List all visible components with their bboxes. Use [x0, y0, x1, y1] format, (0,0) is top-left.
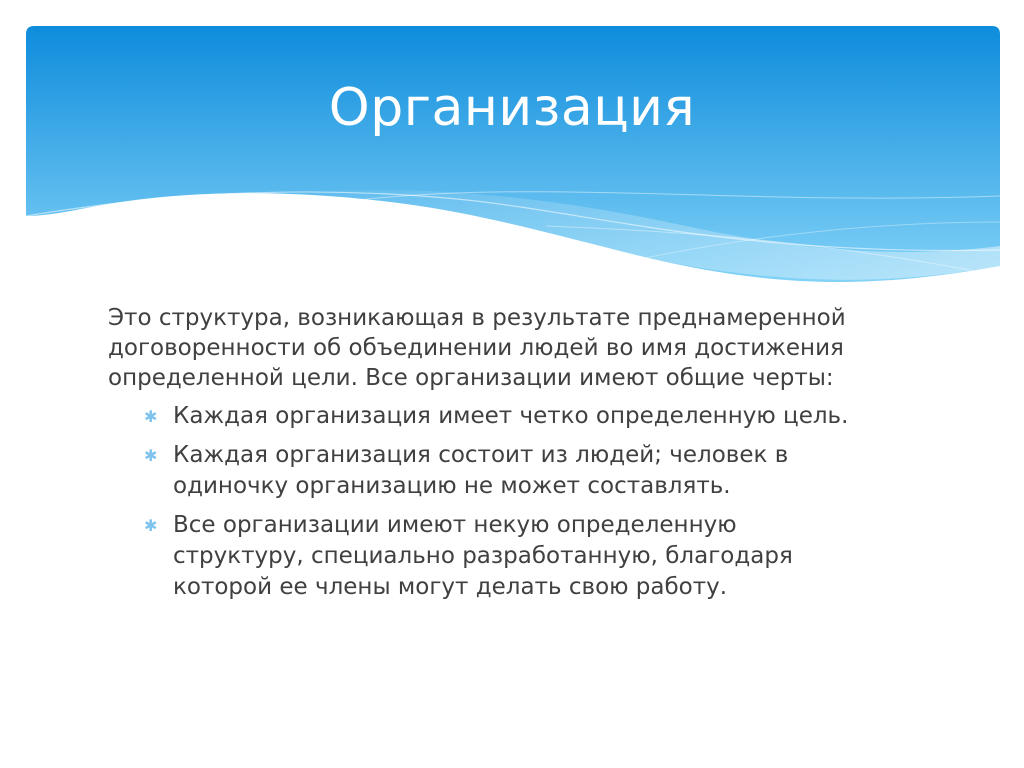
bullet-item: [140, 401, 853, 432]
asterisk-icon: ✱: [144, 446, 158, 465]
slide-body: [108, 303, 928, 611]
intro-paragraph: Это структура, возникающая в результате преднамеренной договоренности об объединении людей во имя достижения определенной цели. Все организации имеют общие черты:: [108, 305, 846, 391]
bullet-item: [140, 510, 853, 603]
bullet-list: [108, 401, 928, 603]
asterisk-icon: ✱: [144, 407, 158, 426]
header-wave-background: [26, 26, 1000, 288]
asterisk-icon: ✱: [144, 516, 158, 535]
bullet-item: [140, 440, 853, 502]
bullet-text: Каждая организация имеет четко определенную цель.: [173, 403, 849, 429]
bullet-text: Каждая организация состоит из людей; человек в одиночку организацию не может составлять.: [173, 442, 789, 499]
bullet-text: Все организации имеют некую определенную структуру, специально разработанную, благодаря которой ее члены могут делать свою работу.: [173, 512, 793, 600]
slide-title: Организация: [328, 78, 696, 138]
